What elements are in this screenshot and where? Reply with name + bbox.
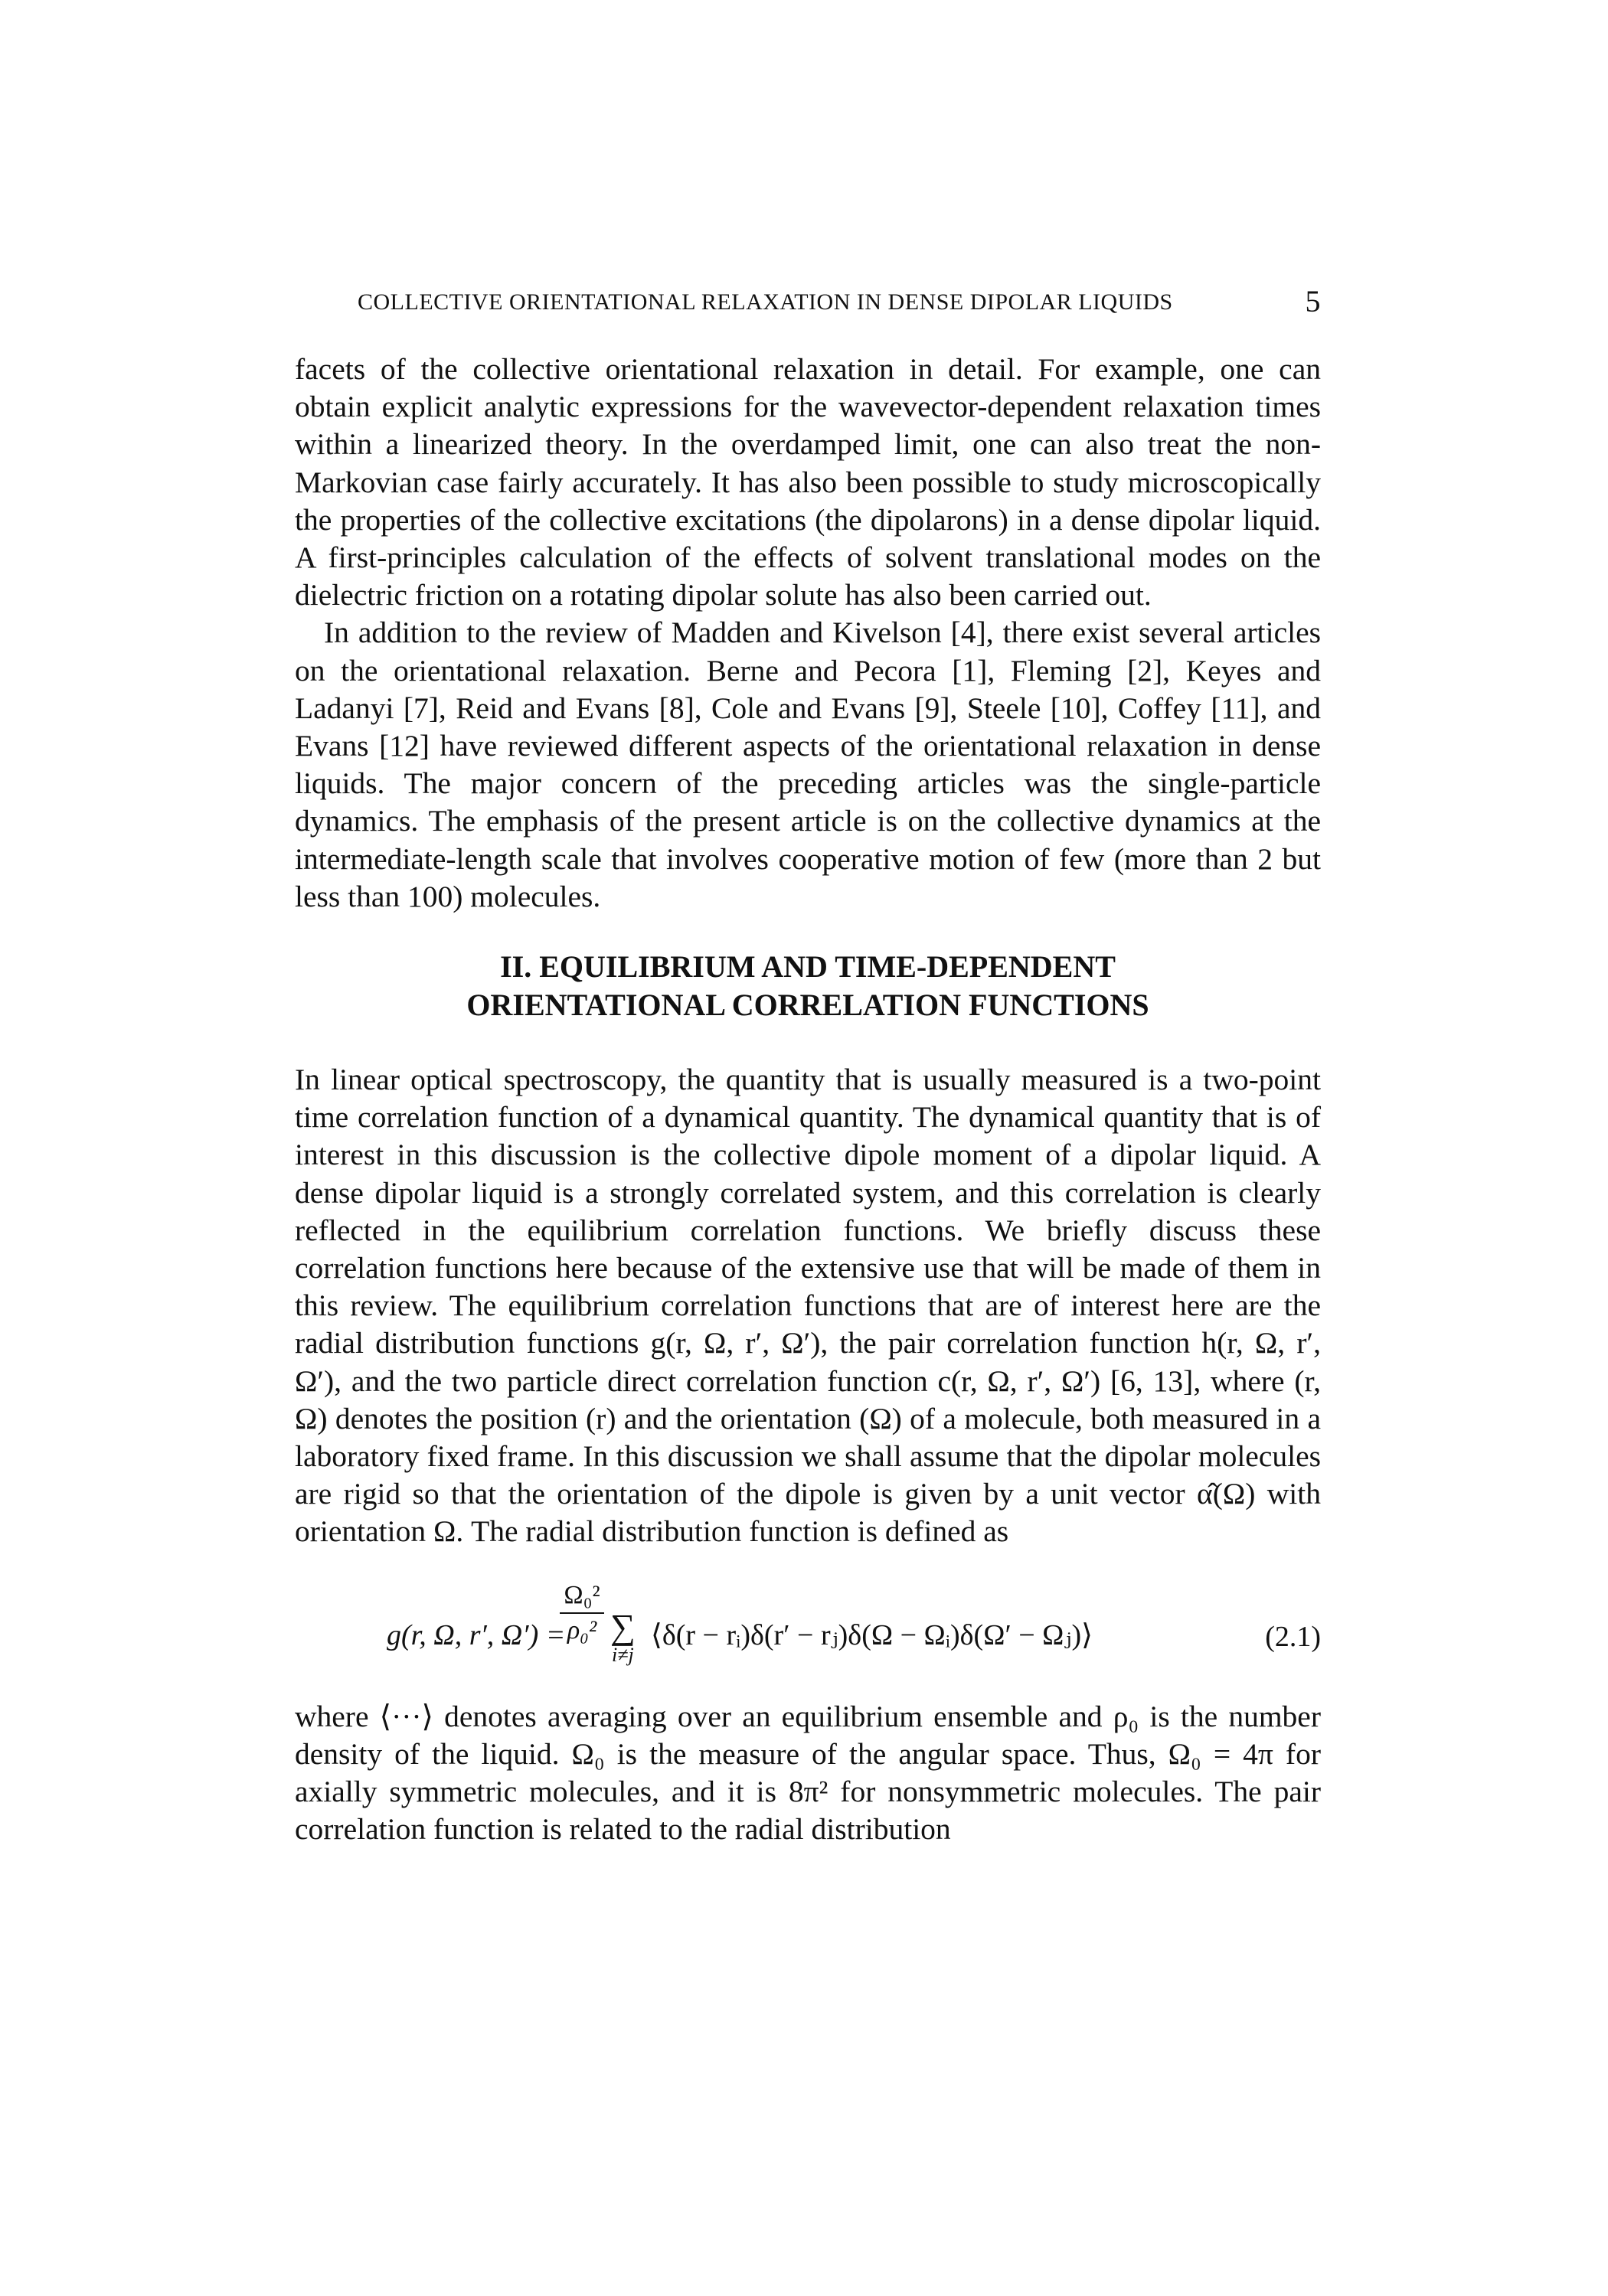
section-heading	[295, 948, 1321, 1024]
paragraph-continued: facets of the collective orientational relaxation in detail. For example, one can obtain explicit analytic expressions for the wavevector-dependent relaxation times within a linearized theory. In the overdamped limit, one can also treat the non-Markovian case fairly accurately. It has also been possible to study microscopically the properties of the collective excitations (the dipolarons) in a dense dipolar liquid. A first-principles calculation of the effects of solvent translational modes on the dielectric friction on a rotating dipolar solute has also been carried out.	[295, 352, 1321, 612]
equation-rhs: ⟨δ(r − rᵢ)δ(r′ − rⱼ)δ(Ω − Ωᵢ)δ(Ω′ − Ωⱼ)⟩	[651, 1618, 1093, 1651]
summation	[610, 1606, 636, 1666]
sum-subscript: i≠j	[612, 1643, 634, 1666]
page-number: 5	[1305, 284, 1321, 318]
fraction-denominator: ρ₀²	[567, 1615, 597, 1644]
paragraph-ensemble-average: where ⟨···⟩ denotes averaging over an equilibrium ensemble and ρ₀ is the number density of the liquid. Ω₀ is the measure of the angular space. Thus, Ω₀ = 4π for axially symmetric molecules, and it is 8π² for nonsymmetric molecules. The pair correlation function is related to the radial distribution	[295, 1699, 1321, 1847]
body-text	[295, 351, 1321, 1849]
sum-symbol: ∑	[610, 1606, 636, 1646]
section-heading-line-2: ORIENTATIONAL CORRELATION FUNCTIONS	[466, 988, 1149, 1023]
equation-fraction	[555, 1580, 609, 1646]
page	[295, 276, 1321, 1849]
paragraph-correlation-functions: In linear optical spectroscopy, the quantity that is usually measured is a two-point time correlation function of a dynamical quantity. The dynamical quantity that is of interest in this discussion is the collective dipole moment of a dipolar liquid. A dense dipolar liquid is a strongly correlated system, and this correlation is clearly reflected in the equilibrium correlation functions. We briefly discuss these correlation functions here because of the extensive use that will be made of them in this review. The equilibrium correlation functions that are of interest here are the radial distribution functions g(r, Ω, r′, Ω′), the pair correlation function h(r, Ω, r′, Ω′), and the two particle direct correlation function c(r, Ω, r′, Ω′) [6, 13], where (r, Ω) denotes the position (r) and the orientation (Ω) of a molecule, both measured in a laboratory fixed frame. In this discussion we shall assume that the dipolar molecules are rigid so that the orientation of the dipole is given by a unit vector α̂(Ω) with orientation Ω. The radial distribution function is defined as	[295, 1063, 1321, 1549]
fraction-numerator: Ω₀²	[564, 1580, 600, 1609]
equation-2-1	[295, 1565, 1321, 1687]
running-head	[295, 276, 1321, 318]
fraction-bar	[560, 1612, 604, 1614]
equation-lhs: g(r, Ω, r′, Ω′) =	[387, 1618, 566, 1651]
equation-body	[387, 1580, 1168, 1680]
paragraph-reviews: In addition to the review of Madden and Kivelson [4], there exist several articles on the orientational relaxation. Berne and Pecora [1], Fleming [2], Keyes and Ladanyi [7], Reid and Evans [8], Cole and Evans [9], Steele [10], Coffey [11], and Evans [12] have reviewed different aspects of the orientational relaxation in dense liquids. The major concern of the preceding articles was the single-particle dynamics. The emphasis of the present article is on the collective dynamics at the intermediate-length scale that involves cooperative motion of few (more than 2 but less than 100) molecules.	[295, 616, 1321, 913]
section-heading-line-1: II. EQUILIBRIUM AND TIME-DEPENDENT	[500, 949, 1116, 985]
running-title: COLLECTIVE ORIENTATIONAL RELAXATION IN DENSE DIPOLAR LIQUIDS	[358, 289, 1173, 315]
equation-number: (2.1)	[1265, 1620, 1321, 1653]
